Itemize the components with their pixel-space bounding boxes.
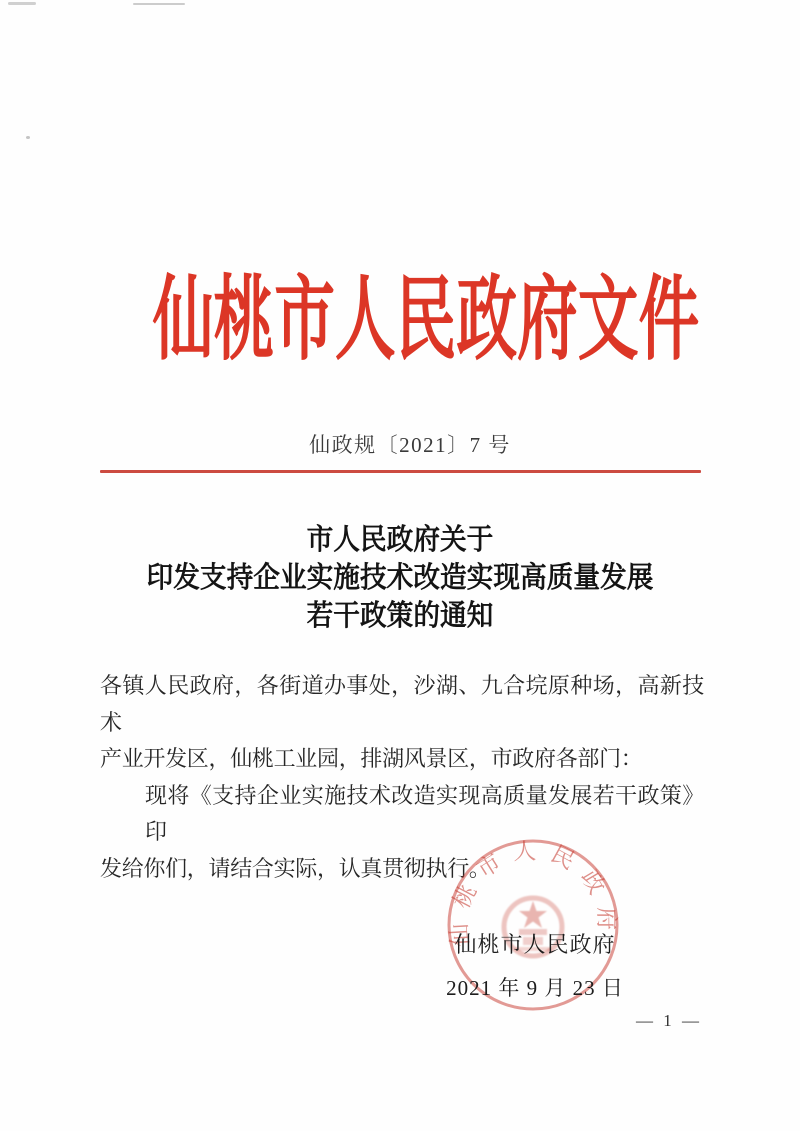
seal-arc-textpath: 仙桃市人民政府 [446,838,620,948]
document-title-line-2: 印发支持企业实施技术改造实现高质量发展 [146,562,654,594]
body-line: 发给你们，请结合实际，认真贯彻执行。 [100,855,491,881]
document-title-line-1: 市人民政府关于 [306,524,494,556]
body-line: 产业开发区，仙桃工业园，排湖风景区，市政府各部门： [100,746,643,771]
document-title-line-3: 若干政策的通知 [306,600,494,632]
page-number: — 1 — [636,1011,702,1030]
body-line: 各镇人民政府，各街道办事处，沙湖、九合垸原种场，高新技术 [100,673,704,735]
body-line: 现将《支持企业实施技术改造实现高质量发展若干政策》印 [145,782,704,844]
scan-artifact [8,2,36,5]
government-org-title: 仙桃市人民政府文件 [152,269,700,371]
red-divider-line [100,470,701,473]
scan-artifact [133,3,185,5]
scan-artifact [26,136,30,139]
signature-block [425,928,645,1002]
signature-org: 仙桃市人民政府 [454,932,616,957]
document-number-text: 仙政规〔2021〕7 号 [309,433,511,457]
red-masthead [0,266,800,401]
document-number [0,429,800,459]
document-title [32,521,768,635]
signature-date: 2021 年 9 月 23 日 [446,976,624,1000]
